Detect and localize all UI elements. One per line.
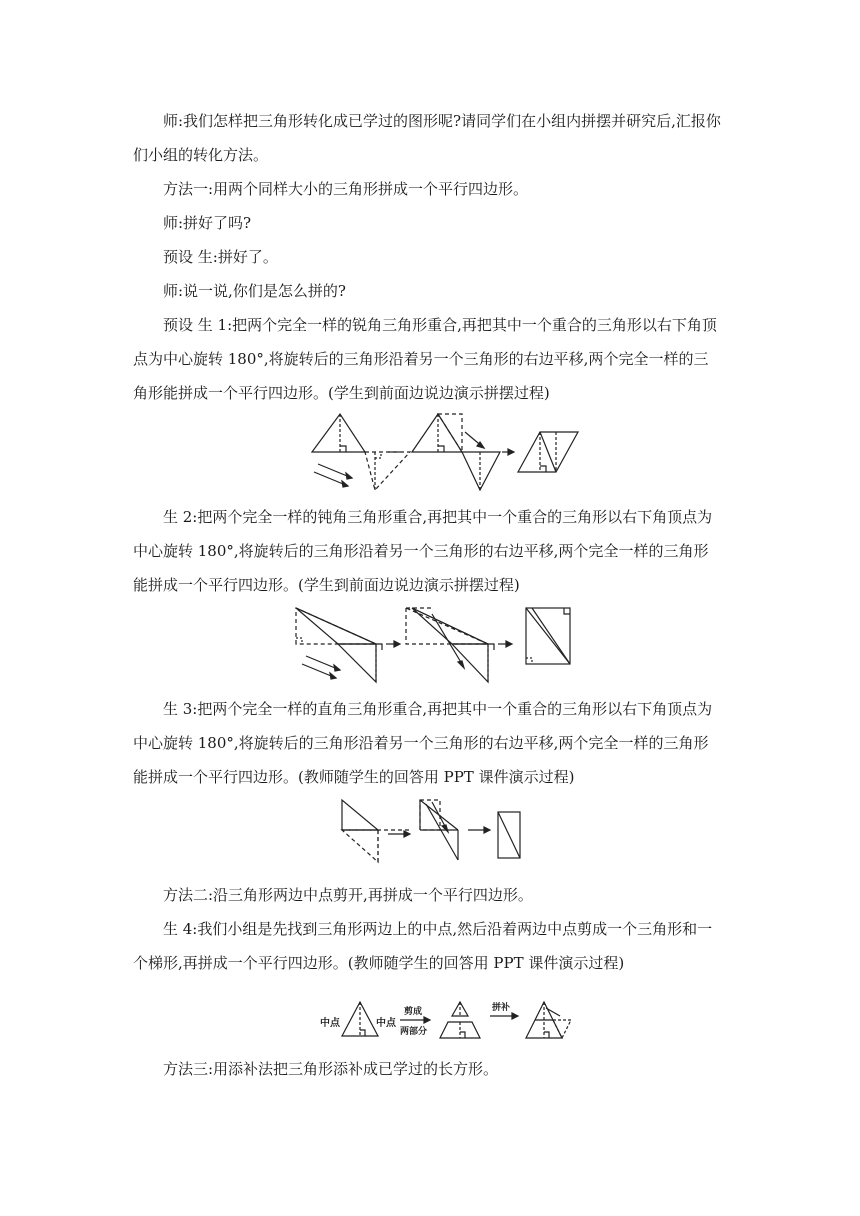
paragraph-student-2-line-2: 中心旋转 180°,将旋转后的三角形沿着另一个三角形的右边平移,两个完全一样的三角形 — [133, 542, 709, 560]
label-cut-top: 剪成 — [404, 1007, 423, 1017]
paragraph-teacher-question: 师:拼好了吗? — [163, 214, 252, 232]
paragraph-preset-answer: 预设 生:拼好了。 — [163, 248, 278, 266]
paragraph-method-1: 方法一:用两个同样大小的三角形拼成一个平行四边形。 — [163, 180, 529, 198]
label-midpoint-left: 中点 — [320, 1018, 340, 1029]
paragraph-1-line-1: 师:我们怎样把三角形转化成已学过的图形呢?请同学们在小组内拼摆并研究后,汇报你 — [163, 112, 721, 130]
label-combine: 拼补 — [492, 1003, 511, 1013]
figure-midpoint-cut — [318, 996, 608, 1046]
figure-acute-triangles — [300, 412, 580, 494]
paragraph-student-3-line-3: 能拼成一个平行四边形。(教师随学生的回答用 PPT 课件演示过程) — [133, 768, 575, 786]
paragraph-student-2-line-3: 能拼成一个平行四边形。(学生到前面边说边演示拼摆过程) — [133, 576, 520, 594]
paragraph-student-1-line-3: 角形能拼成一个平行四边形。(学生到前面边说边演示拼摆过程) — [133, 384, 550, 402]
figure-obtuse-triangles — [292, 604, 576, 686]
paragraph-student-1-line-2: 点为中心旋转 180°,将旋转后的三角形沿着另一个三角形的右边平移,两个完全一样的三 — [133, 350, 709, 368]
paragraph-1-line-2: 们小组的转化方法。 — [133, 146, 269, 164]
figure-right-triangles — [340, 798, 530, 866]
paragraph-student-2-line-1: 生 2:把两个完全一样的钝角三角形重合,再把其中一个重合的三角形以右下角顶点为 — [163, 508, 713, 526]
paragraph-student-1-line-1: 预设 生 1:把两个完全一样的锐角三角形重合,再把其中一个重合的三角形以右下角顶 — [163, 316, 717, 334]
paragraph-student-4-line-1: 生 4:我们小组是先找到三角形两边上的中点,然后沿着两边中点剪成一个三角形和一 — [163, 920, 713, 938]
label-midpoint-right: 中点 — [376, 1018, 396, 1029]
label-cut-bottom: 两部分 — [400, 1027, 428, 1037]
paragraph-student-4-line-2: 个梯形,再拼成一个平行四边形。(教师随学生的回答用 PPT 课件演示过程) — [133, 954, 625, 972]
paragraph-method-3: 方法三:用添补法把三角形添补成已学过的长方形。 — [163, 1060, 499, 1078]
paragraph-teacher-ask: 师:说一说,你们是怎么拼的? — [163, 282, 346, 300]
paragraph-method-2: 方法二:沿三角形两边中点剪开,再拼成一个平行四边形。 — [163, 886, 533, 904]
paragraph-student-3-line-2: 中心旋转 180°,将旋转后的三角形沿着另一个三角形的右边平移,两个完全一样的三角形 — [133, 734, 709, 752]
paragraph-student-3-line-1: 生 3:把两个完全一样的直角三角形重合,再把其中一个重合的三角形以右下角顶点为 — [163, 700, 713, 718]
